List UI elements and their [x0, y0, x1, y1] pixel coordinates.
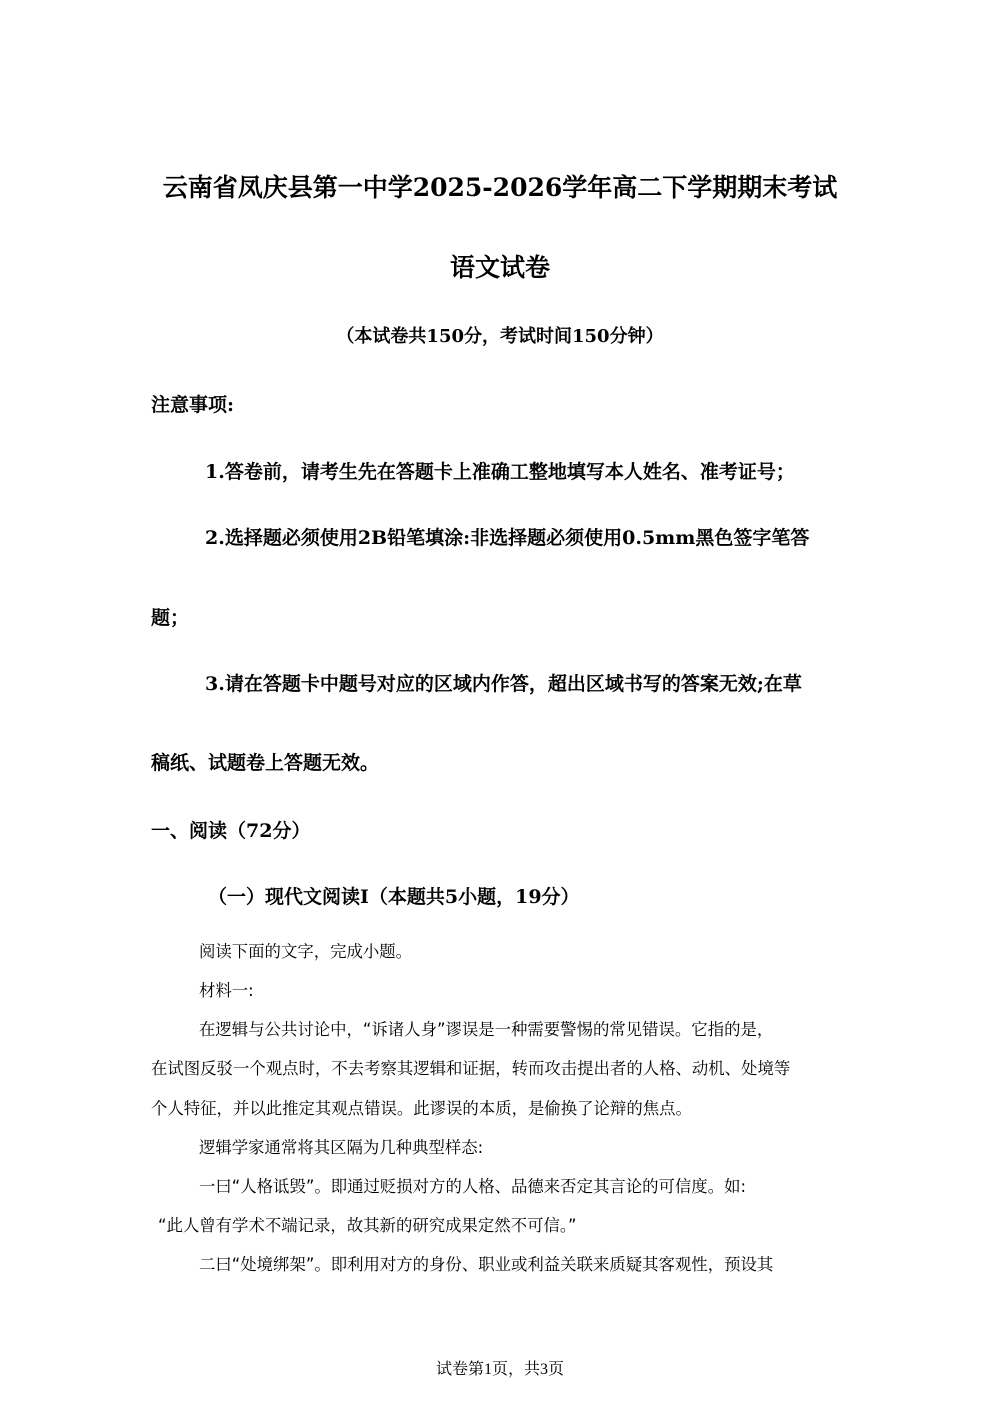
passage-line: 二曰“处境绑架”。即利用对方的身份、职业或利益关联来质疑其客观性，预设其	[199, 1255, 774, 1274]
notice-item-2: 2.选择题必须使用2B铅笔填涂:非选择题必须使用0.5mm黑色签字笔答	[205, 527, 810, 549]
passage-line: 一曰“人格诋毁”。即通过贬损对方的人格、品德来否定其言论的可信度。如:	[199, 1177, 747, 1196]
exam-title: 云南省凤庆县第一中学2025-2026学年高二下学期期末考试	[162, 173, 838, 202]
notice-item-3-cont: 稿纸、试题卷上答题无效。	[151, 752, 380, 774]
passage-line: 在试图反驳一个观点时，不去考察其逻辑和证据，转而攻击提出者的人格、动机、处境等	[151, 1059, 791, 1078]
section-heading: 一、阅读（72分）	[151, 820, 311, 842]
subsection-heading: （一）现代文阅读Ⅰ（本题共5小题，19分）	[208, 886, 580, 908]
reading-instruction: 阅读下面的文字，完成小题。	[199, 942, 413, 961]
exam-duration-note: （本试卷共150分，考试时间150分钟）	[336, 326, 664, 347]
passage-line: 个人特征，并以此推定其观点错误。此谬误的本质，是偷换了论辩的焦点。	[151, 1099, 692, 1118]
exam-subject-title: 语文试卷	[449, 253, 550, 282]
passage-line: 在逻辑与公共讨论中，“诉诸人身”谬误是一种需要警惕的常见错误。它指的是，	[199, 1020, 774, 1039]
notice-heading: 注意事项:	[151, 394, 235, 416]
page-footer: 试卷第1页，共3页	[435, 1361, 564, 1378]
passage-line: 逻辑学家通常将其区隔为几种典型样态:	[199, 1138, 484, 1157]
material-label: 材料一:	[199, 981, 254, 1000]
notice-item-1: 1.答卷前，请考生先在答题卡上准确工整地填写本人姓名、准考证号；	[205, 461, 795, 483]
notice-item-2-cont: 题；	[151, 607, 190, 629]
notice-item-3: 3.请在答题卡中题号对应的区域内作答，超出区域书写的答案无效;在草	[205, 673, 802, 695]
passage-line: “此人曾有学术不端记录，故其新的研究成果定然不可信。”	[158, 1216, 577, 1235]
